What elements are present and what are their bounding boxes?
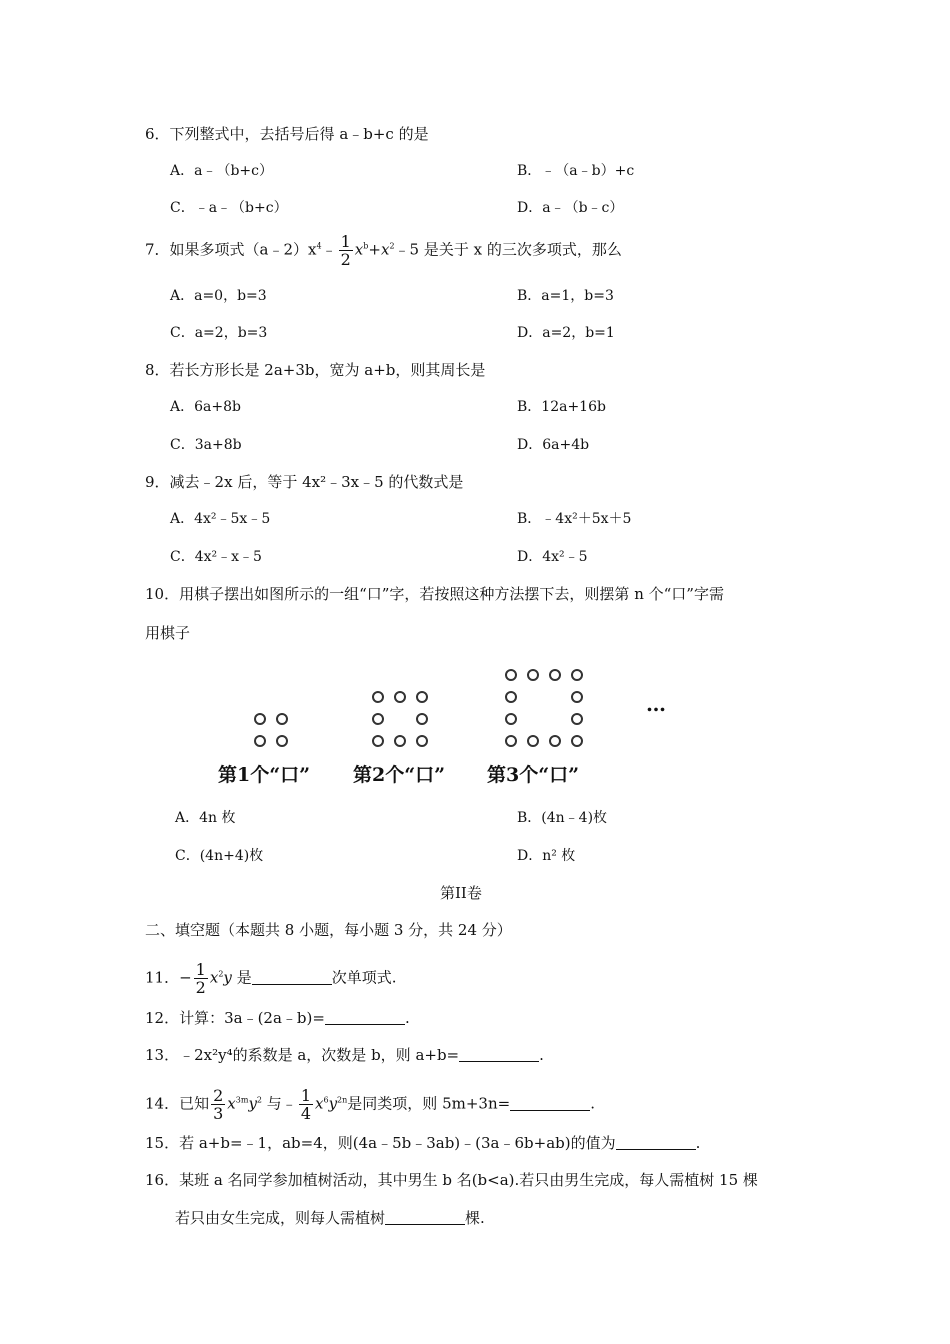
chess-piece bbox=[416, 713, 428, 725]
chess-piece bbox=[505, 713, 517, 725]
q6-option-c: C．﹣a﹣（b+c） bbox=[170, 200, 288, 216]
q9-option-c: C．4x²﹣x﹣5 bbox=[170, 549, 262, 565]
chess-piece bbox=[571, 713, 583, 725]
chess-piece bbox=[527, 669, 539, 681]
figure-ellipsis: … bbox=[646, 692, 666, 716]
q10-option-a: A．4n 枚 bbox=[175, 810, 236, 826]
q11: 11．− $\frac{1}{2}$ $x^2y$ 是 次单项式. bbox=[145, 960, 397, 997]
chess-piece bbox=[416, 691, 428, 703]
q8-option-d: D．6a+4b bbox=[517, 437, 590, 453]
chess-piece bbox=[571, 735, 583, 747]
q7-option-c: C．a=2，b=3 bbox=[170, 325, 268, 341]
q7-stem: 7．如果多项式$(a﹣2)x^4﹣$ $\frac{1}{2}$ $x^b+x^2﹣5$ 是关于 x 的三次多项式，那么 bbox=[145, 232, 622, 269]
q10-option-b: B．(4n﹣4)枚 bbox=[517, 810, 608, 826]
q10-stem-line2: 用棋子 bbox=[145, 624, 191, 642]
q11-fraction: $\frac{1}{2}$ bbox=[195, 960, 206, 997]
q13-answer-blank[interactable] bbox=[459, 1047, 539, 1062]
q16-answer-blank[interactable] bbox=[385, 1210, 465, 1225]
q9-stem: 9．减去﹣2x 后，等于 4x²﹣3x﹣5 的代数式是 bbox=[145, 473, 464, 491]
q7-option-d: D．a=2，b=1 bbox=[517, 325, 615, 341]
q12: 12．计算：3a﹣(2a﹣b)= . bbox=[145, 1009, 410, 1027]
chess-piece bbox=[505, 669, 517, 681]
q8-option-c: C．3a+8b bbox=[170, 437, 242, 453]
chess-piece bbox=[549, 669, 561, 681]
chess-piece bbox=[254, 713, 266, 725]
q9-option-d: D．4x²﹣5 bbox=[517, 549, 588, 565]
q14-answer-blank[interactable] bbox=[510, 1096, 590, 1111]
chess-piece bbox=[571, 669, 583, 681]
part2-header: 二、填空题（本题共 8 小题，每小题 3 分，共 24 分） bbox=[145, 921, 512, 939]
q6-stem: 6．下列整式中，去括号后得 a﹣b+c 的是 bbox=[145, 125, 429, 143]
chess-piece bbox=[549, 735, 561, 747]
chess-piece bbox=[254, 735, 266, 747]
q8-option-b: B．12a+16b bbox=[517, 399, 606, 415]
chess-piece bbox=[505, 691, 517, 703]
q10-stem-line1: 10．用棋子摆出如图所示的一组“口”字，若按照这种方法摆下去，则摆第 n 个“口”字需 bbox=[145, 585, 724, 603]
q6-option-b: B．﹣（a﹣b）+c bbox=[517, 163, 635, 179]
figure-caption-1: 第1个“口” bbox=[218, 764, 311, 786]
q13: 13．﹣2x²y⁴的系数是 a，次数是 b，则 a+b= . bbox=[145, 1046, 544, 1064]
chess-piece bbox=[372, 713, 384, 725]
q6-option-a: A．a﹣（b+c） bbox=[170, 163, 273, 179]
figure-caption-2: 第2个“口” bbox=[353, 764, 446, 786]
q7-option-b: B．a=1，b=3 bbox=[517, 288, 614, 304]
chess-piece bbox=[527, 735, 539, 747]
chess-piece bbox=[372, 735, 384, 747]
q10-option-c: C．(4n+4)枚 bbox=[175, 848, 264, 864]
q16-line1: 16．某班 a 名同学参加植树活动，其中男生 b 名(b<a).若只由男生完成，每人需植树 15 棵 bbox=[145, 1171, 758, 1189]
chess-piece bbox=[276, 735, 288, 747]
figure-caption-3: 第3个“口” bbox=[487, 764, 580, 786]
chess-piece bbox=[571, 691, 583, 703]
q12-answer-blank[interactable] bbox=[325, 1010, 405, 1025]
q9-option-b: B．﹣4x²＋5x＋5 bbox=[517, 511, 632, 527]
q14: 14．已知 $\frac{2}{3}$ $x^{3m}y^2$ 与﹣ $\frac{1}{4}$ $x^6y^{2n}$是同类项，则 5m+3n= . bbox=[145, 1086, 595, 1123]
q8-option-a: A．6a+8b bbox=[170, 399, 241, 415]
chess-piece bbox=[416, 735, 428, 747]
q9-option-a: A．4x²﹣5x﹣5 bbox=[170, 511, 271, 527]
q6-option-d: D．a﹣（b﹣c） bbox=[517, 200, 624, 216]
q14-fraction-1: $\frac{2}{3}$ bbox=[213, 1086, 224, 1123]
chess-piece bbox=[394, 691, 406, 703]
q11-answer-blank[interactable] bbox=[252, 970, 332, 985]
q16-line2: 若只由女生完成，则每人需植树 棵. bbox=[175, 1209, 485, 1227]
chess-piece bbox=[372, 691, 384, 703]
chess-piece bbox=[505, 735, 517, 747]
q14-fraction-2: $\frac{1}{4}$ bbox=[300, 1086, 311, 1123]
q8-stem: 8．若长方形长是 2a+3b，宽为 a+b，则其周长是 bbox=[145, 361, 486, 379]
chess-piece bbox=[394, 735, 406, 747]
q7-fraction: $\frac{1}{2}$ bbox=[340, 232, 351, 269]
chess-piece bbox=[276, 713, 288, 725]
section-title: 第II卷 bbox=[440, 884, 482, 902]
q10-option-d: D．n² 枚 bbox=[517, 848, 576, 864]
q15: 15．若 a+b=﹣1，ab=4，则(4a﹣5b﹣3ab)﹣(3a﹣6b+ab)的值为 . bbox=[145, 1134, 701, 1152]
q15-answer-blank[interactable] bbox=[616, 1135, 696, 1150]
q7-option-a: A．a=0，b=3 bbox=[170, 288, 267, 304]
